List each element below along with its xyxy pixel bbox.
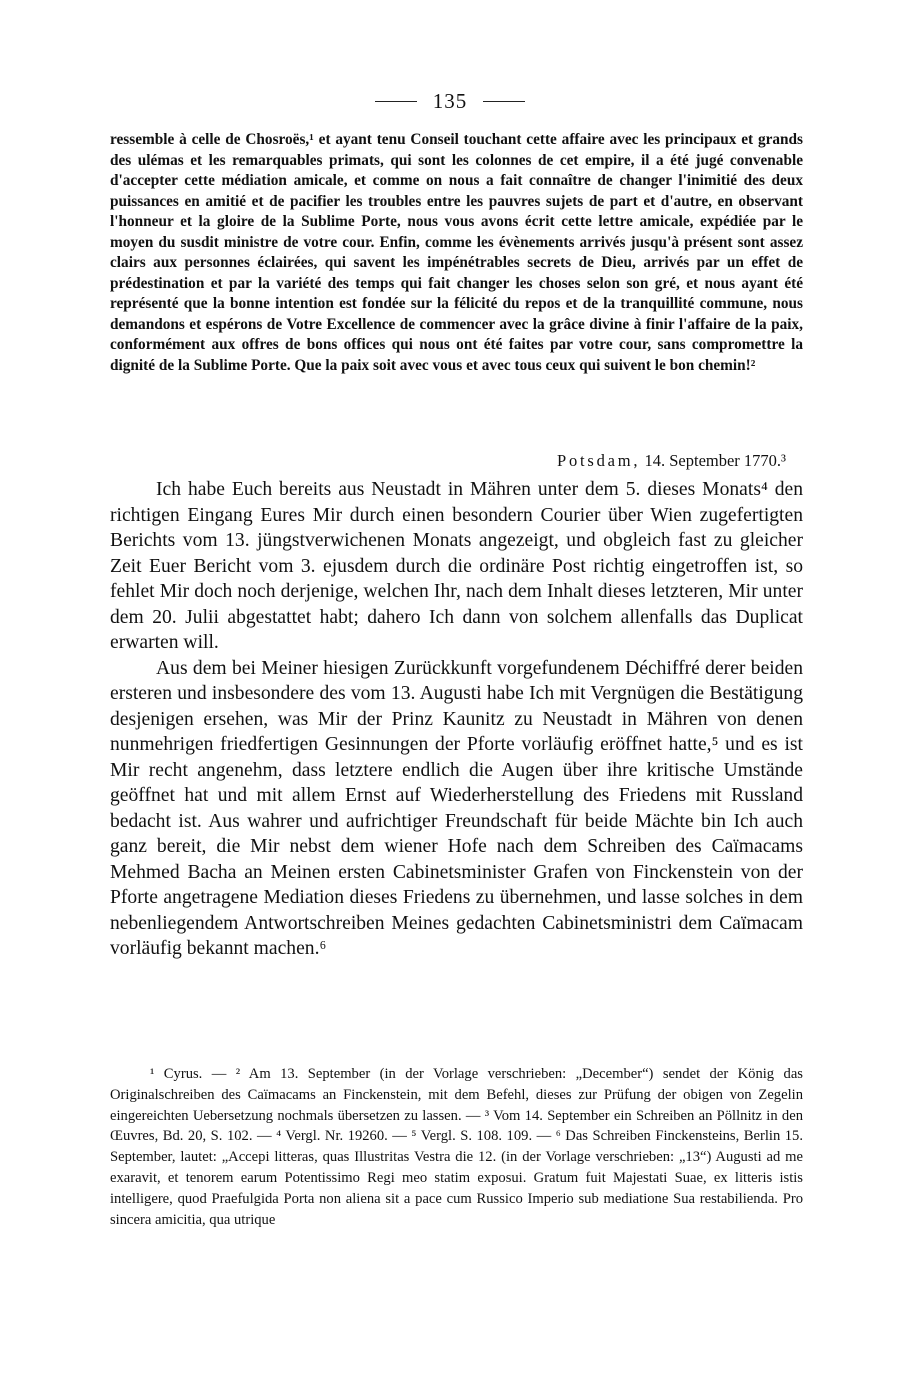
french-letter-block — [110, 130, 803, 376]
dateline-date: 14. September 1770.³ — [644, 451, 786, 470]
german-letter-body — [110, 477, 803, 962]
german-paragraph-1: Ich habe Euch bereits aus Neustadt in Mähren unter dem 5. dieses Monats⁴ den richtigen Eingang Eures Mir durch einen besondern Courier über Wien zugefertigten Berichts vom 13. jüngstverwichenen Monats angezeigt, und obgleich fast zu gleicher Zeit Euer Bericht vom 3. ejusdem durch die ordinäre Post richtig eingetroffen ist, so fehlet Mir doch noch derjenige, welchen Ihr, nach dem Inhalt dieses letzteren, Mir unter dem 20. Julii abgestattet habt; dahero Ich dann von solchem allenfalls das Duplicat erwarten will. — [110, 479, 803, 653]
footnotes — [110, 1064, 803, 1230]
footnotes-text: ¹ Cyrus. — ² Am 13. September (in der Vorlage verschrieben: „December“) sendet der König das Originalschreiben des Caïmacams an Finckenstein, mit dem Befehl, dieses zur Prüfung der obigen von Zegelin eingereichten Uebersetzung nochmals übersetzen zu lassen. — ³ Vom 14. September ein Schreiben an Pöllnitz in den Œuvres, Bd. 20, S. 102. — ⁴ Vergl. Nr. 19260. — ⁵ Vergl. S. 108. 109. — ⁶ Das Schreiben Finckensteins, Berlin 15. September, lautet: „Accepi litteras, quas Illustritas Vestra die 12. (in der Vorlage verschrieben: „13“) Augusti ad me exaravit, et tenorem earum Potentissimo Regi meo statim exposui. Gratum fuit Majestati Suae, ex litteris istis intelligere, quod Praefulgida Porta non aliena sit a pace cum Russico Imperio sub mediatione Sua restabilienda. Pro sincera amicitia, qua utrique — [110, 1066, 803, 1228]
header-rule-right — [483, 101, 525, 102]
dateline-place: Potsdam, — [556, 451, 641, 470]
dateline — [110, 450, 786, 472]
french-paragraph: ressemble à celle de Chosroës,¹ et ayant tenu Conseil touchant cette affaire avec les principaux et grands des ulémas et les remarquables primats, qui sont les colonnes de cet empire, il a été jugé convenable d'accepter cette médiation amicale, et comme on nous a fait connaître de changer l'inimitié des deux puissances en amitié et de pacifier les troubles entre les pauvres sujets de part et d'autre, en observant l'honneur et la gloire de la Sublime Porte, nous vous avons écrit cette lettre amicale, expédiée par le moyen du susdit ministre de votre cour. Enfin, comme les évènements arrivés jusqu'à présent sont assez clairs aux personnes éclairées, qui savent les impénétrables secrets de Dieu, arrivés par un effet de prédestination et par la variété des temps qui fait changer les choses selon son gré, et nous ayant été représenté que la bonne intention est fondée sur la félicité du repos et de la tranquillité commune, nous demandons et espérons de Votre Excellence de commencer avec la grâce divine à finir l'affaire de la paix, conformément aux offres de bons offices qui nous ont été faites par votre cour, sans compromettre la dignité de la Sublime Porte. Que la paix soit avec vous et avec tous ceux qui suivent le bon chemin!² — [110, 131, 803, 374]
header-rule-left — [375, 101, 417, 102]
page-header — [0, 86, 900, 116]
page-number: 135 — [432, 88, 468, 113]
german-paragraph-2: Aus dem bei Meiner hiesigen Zurückkunft vorgefundenem Déchiffré derer beiden ersteren und insbesondere des vom 13. Augusti habe Ich mit Vergnügen die Bestätigung desjenigen ersehen, was Mir der Prinz Kaunitz zu Neustadt in Mähren von denen nunmehrigen friedfertigen Gesinnungen der Pforte vorläufig eröffnet hatte,⁵ und es ist Mir recht angenehm, dass letztere endlich die Augen über ihre kritische Umstände geöffnet hat und mit allem Ernst auf Wiederherstellung des Friedens mit Russland bedacht ist. Aus wahrer und aufrichtiger Freundschaft für beide Mächte bin Ich auch ganz bereit, die Mir nebst dem wiener Hofe nach dem Schreiben des Caïmacams Mehmed Bacha an Meinen ersten Cabinetsminister Grafen von Finckenstein von der Pforte angetragene Mediation dieses Friedens zu übernehmen, und lasse solches in dem nebenliegendem Antwortschreiben Meines gedachten Cabinetsministri dem Caïmacam vorläufig bekannt machen.⁶ — [110, 657, 803, 959]
